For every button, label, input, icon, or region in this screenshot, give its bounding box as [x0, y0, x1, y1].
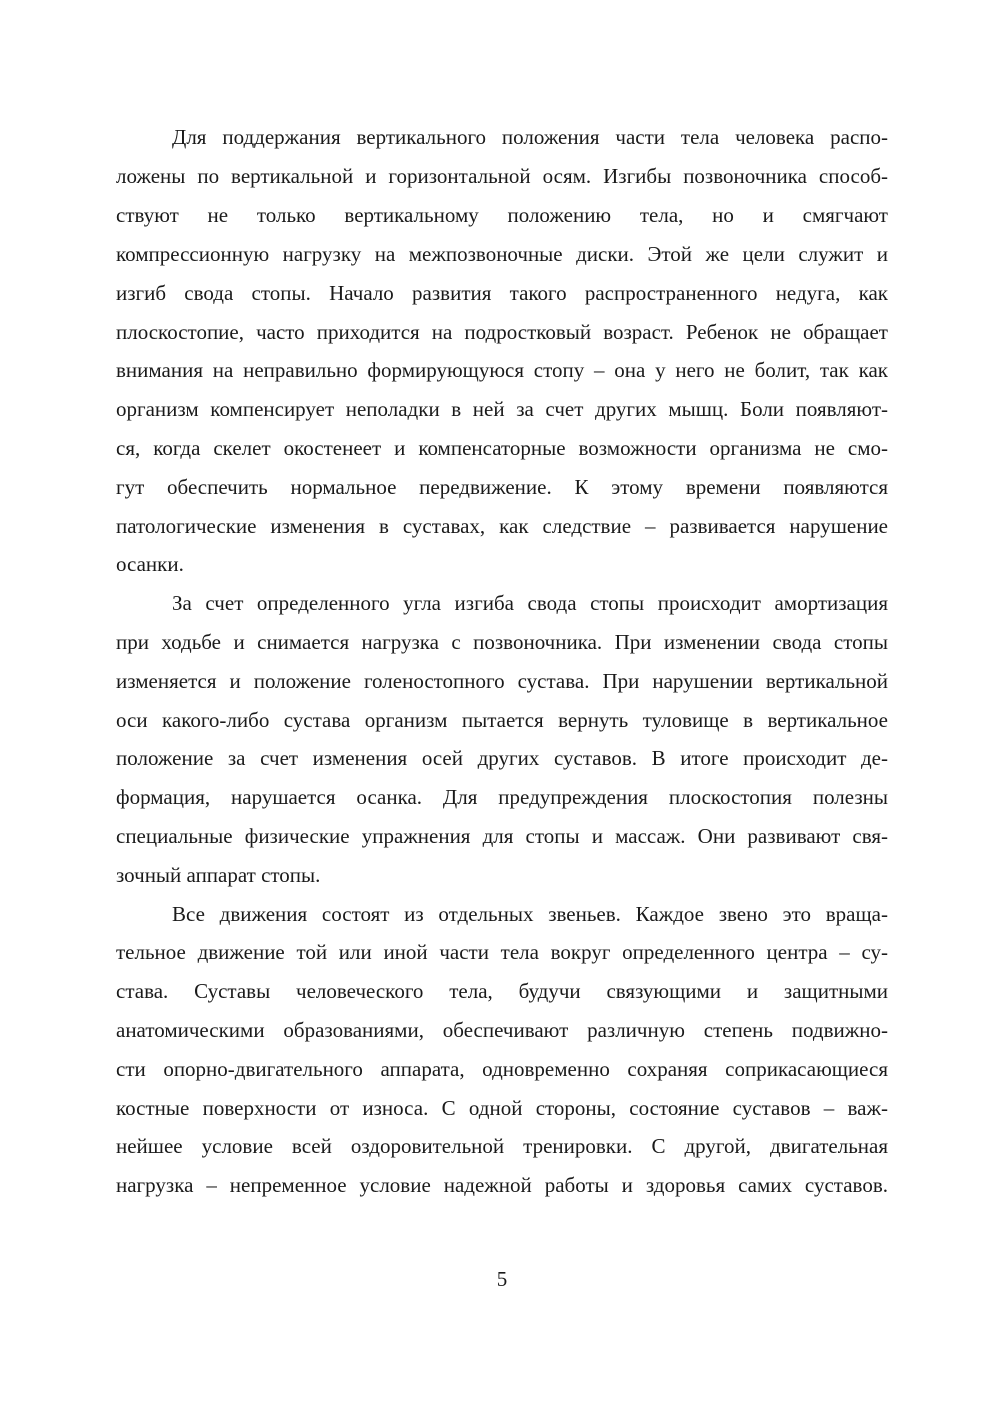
text-line: зочный аппарат стопы.: [116, 863, 321, 887]
text-line: За счет определенного угла изгиба свода стопы происходит амортизация: [172, 591, 888, 615]
text-line: положение за счет изменения осей других суставов. В итоге происходит де-: [116, 746, 888, 770]
text-line: гут обеспечить нормальное передвижение. К этому времени появляются: [116, 475, 888, 499]
text-line: тельное движение той или иной части тела вокруг определенного центра – су-: [116, 940, 888, 964]
text-line: Все движения состоят из отдельных звеньев. Каждое звено это враща-: [172, 902, 888, 926]
text-line: осанки.: [116, 552, 184, 576]
text-line: ствуют не только вертикальному положению тела, но и смягчают: [116, 203, 888, 227]
text-line: сти опорно-двигательного аппарата, одновременно сохраняя соприкасающиеся: [116, 1057, 888, 1081]
text-line: изменяется и положение голеностопного сустава. При нарушении вертикальной: [116, 669, 888, 693]
text-line: организм компенсирует неполадки в ней за счет других мышц. Боли появляют-: [116, 397, 888, 421]
text-line: анатомическими образованиями, обеспечивают различную степень подвижно-: [116, 1018, 888, 1042]
text-line: формация, нарушается осанка. Для предупреждения плоскостопия полезны: [116, 785, 888, 809]
text-line: плоскостопие, часто приходится на подростковый возраст. Ребенок не обращает: [116, 320, 888, 344]
text-line: ложены по вертикальной и горизонтальной осям. Изгибы позвоночника способ-: [116, 164, 888, 188]
text-line: компрессионную нагрузку на межпозвоночные диски. Этой же цели служит и: [116, 242, 888, 266]
text-line: изгиб свода стопы. Начало развития такого распространенного недуга, как: [116, 281, 888, 305]
text-line: специальные физические упражнения для стопы и массаж. Они развивают свя-: [116, 824, 888, 848]
page-number: 5: [496, 1267, 508, 1291]
text-line: ся, когда скелет окостенеет и компенсаторные возможности организма не смо-: [116, 436, 888, 460]
text-line: Для поддержания вертикального положения части тела человека распо-: [172, 125, 888, 149]
text-line: внимания на неправильно формирующуюся стопу – она у него не болит, так как: [116, 358, 888, 382]
text-line: патологические изменения в суставах, как следствие – развивается нарушение: [116, 514, 888, 538]
text-line: става. Суставы человеческого тела, будучи связующими и защитными: [116, 979, 888, 1003]
text-line: нагрузка – непременное условие надежной работы и здоровья самих суставов.: [116, 1173, 888, 1197]
text-line: костные поверхности от износа. С одной стороны, состояние суставов – важ-: [116, 1096, 888, 1120]
text-line: оси какого-либо сустава организм пытается вернуть туловище в вертикальное: [116, 708, 888, 732]
text-line: нейшее условие всей оздоровительной тренировки. С другой, двигательная: [116, 1134, 888, 1158]
text-line: при ходьбе и снимается нагрузка с позвоночника. При изменении свода стопы: [116, 630, 888, 654]
